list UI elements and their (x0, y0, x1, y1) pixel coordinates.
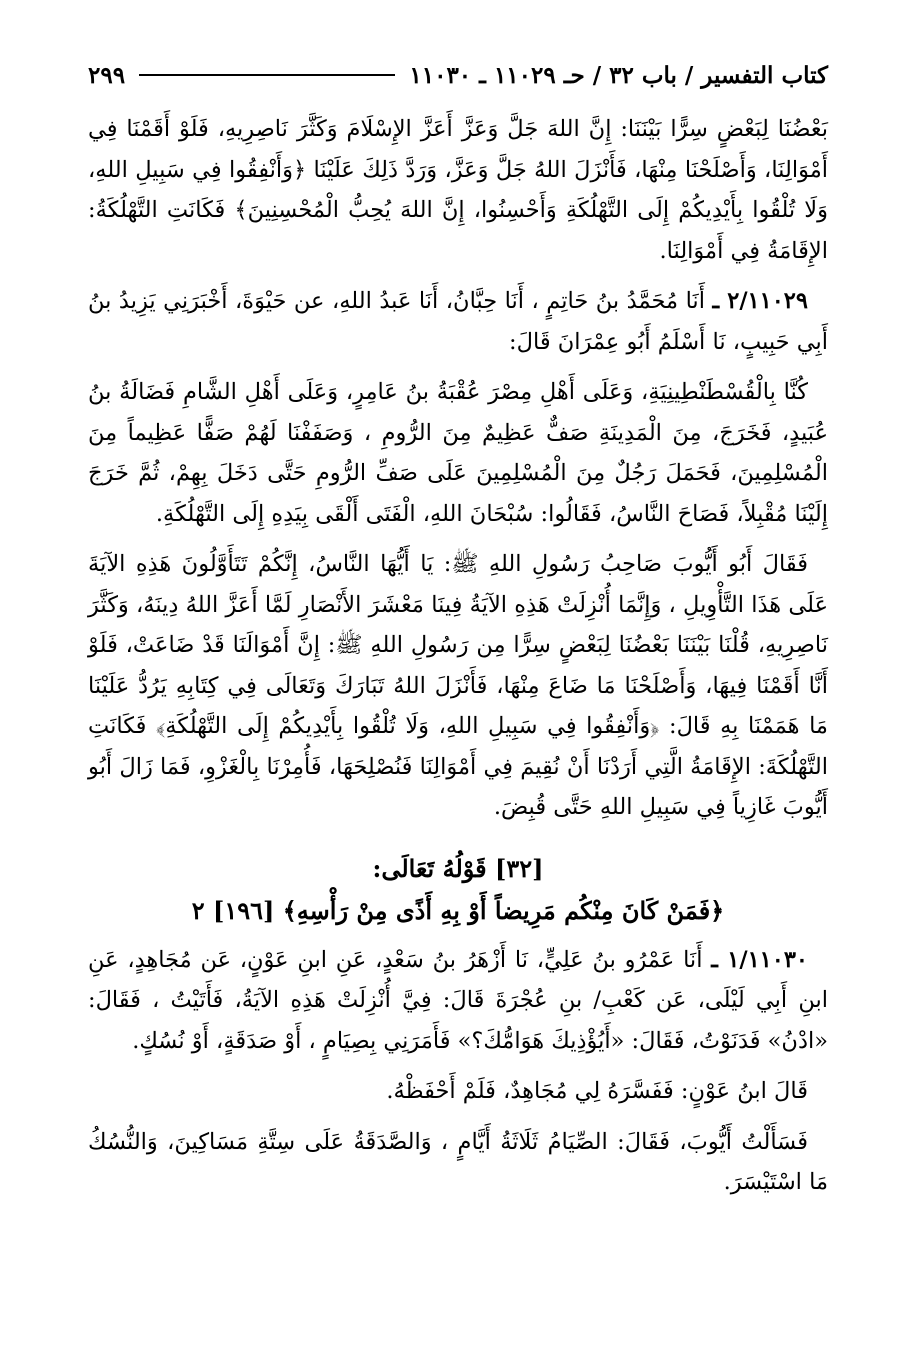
section-heading: [٣٢] قَوْلُهُ تَعَالَى: (372, 853, 544, 883)
paragraph-text: أَنَا مُحَمَّدُ بنُ حَاتِمٍ ، أَنَا حِبَّانُ، أَنَا عَبدُ اللهِ، عن حَيْوَةَ، أَخْبَرَنِي يَزِيدُ بنُ أَبِي حَبِيبٍ، نَا أَسْلَمُ أَبُو عِمْرَانَ قَالَ: (88, 288, 828, 355)
hadith-paragraph (88, 940, 828, 1062)
paragraph-continuation (88, 109, 828, 271)
page-header (88, 55, 828, 95)
book-page (88, 55, 828, 1325)
paragraph-text: بَعْضُنَا لِبَعْضٍ سِرًّا بَيْنَنَا: إِنَّ اللهَ جَلَّ وَعَزَّ أَعَزَّ الإِسْلَامَ وَكَثَّرَ نَاصِرِيهِ، فَلَوْ أَقَمْنَا فِي أَمْوَالِنَا، وَأَصْلَحْنَا مِنْهَا، فَأَنْزَلَ اللهُ جَلَّ وَعَزَّ، وَرَدَّ ذَلِكَ عَلَيْنَا ﴿وَأَنْفِقُوا فِي سَبِيلِ اللهِ، وَلَا تُلْقُوا بِأَيْدِيكُمْ إِلَى التَّهْلُكَةِ وَأَحْسِنُوا، إِنَّ اللهَ يُحِبُّ الْمُحْسِنِينَ﴾ فَكَانَتِ التَّهْلُكَةُ: الإِقَامَةُ فِي أَمْوَالِنَا. (88, 116, 828, 264)
hadith-paragraph (88, 281, 828, 362)
running-title: كتاب التفسير / باب ٣٢ / حـ ١١٠٢٩ ـ ١١٠٣٠ (409, 61, 828, 89)
narration-paragraph (88, 1071, 828, 1112)
hadith-number: ١/١١٠٣٠ ـ (711, 946, 808, 973)
section-verse: ﴿فَمَنْ كَانَ مِنْكُم مَرِيضاً أَوْ بِهِ أَذًى مِنْ رَأْسِهِ﴾ [١٩٦] ٢ (191, 895, 725, 925)
page-body (88, 109, 828, 1203)
paragraph-text: قَالَ ابنُ عَوْنٍ: فَفَسَّرَهُ لِي مُجَاهِدٌ، فَلَمْ أَحْفَظْهُ. (386, 1078, 808, 1104)
paragraph-text: كُنَّا بِالْقُسْطَنْطِينِيَةِ، وَعَلَى أَهْلِ مِصْرَ عُقْبَةُ بنُ عَامِرٍ، وَعَلَى أَهْلِ الشَّامِ فَضَالَةُ بنُ عُبَيدٍ، فَخَرَجَ، مِنَ الْمَدِينَةِ صَفٌّ عَظِيمٌ مِنَ الرُّومِ ، وَصَفَفْنَا لَهُمْ صَفًّا عَظِيماً مِنَ الْمُسْلِمِينَ، فَحَمَلَ رَجُلٌ مِنَ الْمُسْلِمِينَ عَلَى صَفِّ الرُّومِ حَتَّى دَخَلَ بِهِمْ، ثُمَّ خَرَجَ إِلَيْنَا مُقْبِلاً، فَصَاحَ النَّاسُ، فَقَالُوا: سُبْحَانَ اللهِ، الْفَتَى أَلْقَى بِيَدِهِ إِلَى التَّهْلُكَةِ. (88, 379, 828, 527)
hadith-number: ٢/١١٠٢٩ ـ (712, 288, 808, 314)
narration-paragraph (88, 544, 828, 828)
page-number: ٢٩٩ (88, 61, 126, 89)
paragraph-text: أَنَا عَمْرُو بنُ عَلِيٍّ، نَا أَزْهَرُ بنُ سَعْدٍ، عَنِ ابنِ عَوْنٍ، عَن مُجَاهِدٍ، عَنِ ابنِ أَبِي لَيْلَى، عَن كَعْبِ/ بنِ عُجْرَةَ قَالَ: فِيَّ أُنْزِلَتْ هَذِهِ الآيَةُ، فَأَتَيْتُ ، فَقَالَ: «ادْنُ» فَدَنَوْتُ، فَقَالَ: «أَيُؤْذِيكَ هَوَامُّكَ؟» فَأَمَرَنِي بِصِيَامٍ ، أَوْ صَدَقَةٍ، أَوْ نُسُكٍ. (88, 946, 828, 1054)
header-rule (139, 74, 395, 76)
paragraph-text: فَسَأَلْتُ أَيُّوبَ، فَقَالَ: الصِّيَامُ ثَلَاثَةُ أَيَّامٍ ، وَالصَّدَقَةُ عَلَى سِتَّةِ مَسَاكِينَ، وَالنُّسُكُ مَا اسْتَيْسَرَ. (88, 1128, 828, 1195)
narration-paragraph (88, 1122, 828, 1203)
narration-paragraph (88, 372, 828, 534)
paragraph-text: فَقَالَ أَبُو أَيُّوبَ صَاحِبُ رَسُولِ اللهِ ﷺ: يَا أَيُّهَا النَّاسُ، إِنَّكُمْ تَتَأَوَّلُونَ هَذِهِ الآيَةَ عَلَى هَذَا التَّأْوِيلِ ، وَإِنَّمَا أُنْزِلَتْ هَذِهِ الآيَةُ فِينَا مَعْشَرَ الأَنْصَارِ لَمَّا أَعَزَّ اللهُ دِينَهُ، وَكَثَّرَ نَاصِرِيهِ، قُلْنَا بَيْنَنَا بَعْضُنَا لِبَعْضٍ سِرًّا مِن رَسُولِ اللهِ ﷺ: إِنَّ أَمْوَالَنَا قَدْ ضَاعَتْ، فَلَوْ أَنَّا أَقَمْنَا فِيهَا، وَأَصْلَحْنَا مَا ضَاعَ مِنْهَا، فَأَنْزَلَ اللهُ تَبَارَكَ وَتَعَالَى فِي كِتَابِهِ يَرُدُّ عَلَيْنَا مَا هَمَمْنَا بِهِ قَالَ: ﴿وَأَنْفِقُوا فِي سَبِيلِ اللهِ، وَلَا تُلْقُوا بِأَيْدِيكُمْ إِلَى التَّهْلُكَةِ﴾ فَكَانَتِ التَّهْلُكَةَ: الإِقَامَةُ الَّتِي أَرَدْنَا أَنْ نُقِيمَ فِي أَمْوَالِنَا فَنُصْلِحَهَا، فَأُمِرْنَا بِالْغَزْوِ، فَمَا زَالَ أَبُو أَيُّوبَ غَازِياً فِي سَبِيلِ اللهِ حَتَّى قُبِضَ. (88, 551, 828, 820)
